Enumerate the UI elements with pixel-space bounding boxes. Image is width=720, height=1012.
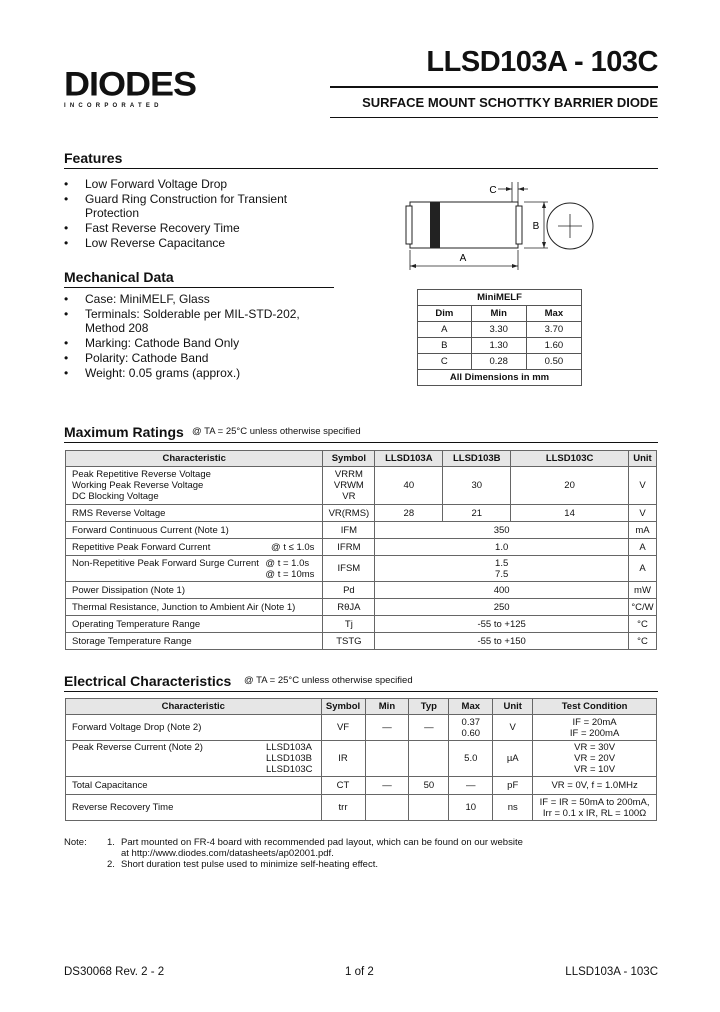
list-item: • Low Forward Voltage Drop — [64, 177, 314, 191]
dim-cell: 1.30 — [471, 338, 526, 354]
unit: A — [628, 539, 656, 556]
min-value: — — [365, 777, 409, 795]
symbol: IR — [321, 741, 365, 777]
col-header: Min — [365, 699, 409, 715]
characteristic: Non-Repetitive Peak Forward Surge Current — [72, 557, 259, 569]
symbol: VF — [321, 715, 365, 741]
note-number: 1. — [107, 837, 115, 848]
value: 21 — [443, 505, 511, 522]
list-item: • Case: MiniMELF, Glass — [64, 292, 314, 306]
table-row — [418, 354, 582, 370]
unit: µA — [493, 741, 533, 777]
test-condition: VR = 30V — [574, 742, 616, 753]
min-value: — — [365, 715, 409, 741]
list-item: • Terminals: Solderable per MIL-STD-202, Method 208 — [64, 307, 314, 335]
max-value: 5.0 — [449, 741, 493, 777]
diodes-logo — [64, 66, 214, 110]
col-header: Characteristic — [66, 451, 323, 467]
dim-label-b: B — [532, 221, 540, 232]
dim-cell: A — [418, 322, 472, 338]
unit: V — [628, 505, 656, 522]
test-condition: VR = 0V, f = 1.0MHz — [533, 777, 657, 795]
typ-value: — — [409, 715, 449, 741]
electrical-table — [65, 698, 657, 821]
note-number: 2. — [107, 859, 115, 870]
symbol: VRRM — [334, 469, 363, 480]
col-header: Max — [449, 699, 493, 715]
table-row — [66, 715, 657, 741]
symbol: VR(RMS) — [323, 505, 375, 522]
list-item: • Guard Ring Construction for Transient Protection — [64, 192, 314, 220]
unit: V — [628, 467, 656, 505]
characteristic: DC Blocking Voltage — [72, 491, 159, 502]
table-row — [66, 505, 657, 522]
table-row — [418, 338, 582, 354]
dim-col-header: Dim — [418, 306, 472, 322]
unit: ns — [493, 795, 533, 821]
typ-value: 50 — [409, 777, 449, 795]
symbol: Tj — [323, 616, 375, 633]
characteristic: Forward Voltage Drop (Note 2) — [66, 715, 322, 741]
dim-cell: 3.70 — [526, 322, 581, 338]
list-item: • Fast Reverse Recovery Time — [64, 221, 314, 235]
characteristic: Thermal Resistance, Junction to Ambient Air (Note 1) — [66, 599, 323, 616]
test-condition: @ t = 10ms — [265, 568, 315, 580]
characteristic: Operating Temperature Range — [66, 616, 323, 633]
list-item: • Weight: 0.05 grams (approx.) — [64, 366, 314, 380]
list-item: • Marking: Cathode Band Only — [64, 336, 314, 350]
page-subtitle: SURFACE MOUNT SCHOTTKY BARRIER DIODE — [362, 95, 658, 110]
dim-cell: 0.28 — [471, 354, 526, 370]
col-header: LLSD103C — [511, 451, 629, 467]
symbol: TSTG — [323, 633, 375, 650]
symbol: Pd — [323, 582, 375, 599]
test-condition: IF = 20mA — [572, 716, 617, 728]
value: 1.5 — [495, 557, 509, 569]
col-header: Unit — [628, 451, 656, 467]
electrical-rule — [64, 691, 658, 692]
footer-part-number: LLSD103A - 103C — [565, 966, 658, 978]
part-number: LLSD103C — [266, 764, 313, 775]
part-number: LLSD103A — [266, 742, 312, 753]
dim-cell: 0.50 — [526, 354, 581, 370]
dim-cell: C — [418, 354, 472, 370]
dim-cell: 1.60 — [526, 338, 581, 354]
dim-cell: 3.30 — [471, 322, 526, 338]
features-heading: Features — [64, 150, 123, 166]
cathode-band — [430, 202, 440, 248]
logo-subtext: INCORPORATED — [64, 103, 163, 109]
test-condition: Irr = 0.1 x IR, RL = 100Ω — [542, 807, 647, 819]
col-header: LLSD103B — [443, 451, 511, 467]
unit: °C — [628, 633, 656, 650]
col-header: Symbol — [323, 451, 375, 467]
symbol: CT — [321, 777, 365, 795]
unit: °C — [628, 616, 656, 633]
mechanical-list — [64, 292, 314, 381]
symbol: trr — [321, 795, 365, 821]
header-rule-bottom — [330, 117, 658, 118]
features-list — [64, 177, 314, 251]
table-row — [66, 599, 657, 616]
max-ratings-condition: @ TA = 25°C unless otherwise specified — [192, 426, 361, 437]
max-value: 0.37 — [461, 716, 481, 728]
unit: mW — [628, 582, 656, 599]
table-row — [66, 522, 657, 539]
test-condition: VR = 20V — [574, 753, 616, 764]
test-condition: IF = IR = 50mA to 200mA, — [539, 796, 650, 808]
characteristic: Peak Repetitive Reverse Voltage — [72, 469, 211, 480]
notes-label: Note: — [64, 837, 87, 848]
max-value: — — [449, 777, 493, 795]
max-ratings-table — [65, 450, 657, 650]
characteristic: Total Capacitance — [66, 777, 322, 795]
dimension-table — [417, 289, 582, 386]
part-title: LLSD103A - 103C — [426, 46, 658, 78]
characteristic: Storage Temperature Range — [66, 633, 323, 650]
value: 40 — [375, 467, 443, 505]
note-text — [121, 837, 621, 859]
note-2-text: Short duration test pulse used to minimize self-heating effect. — [121, 859, 378, 870]
dim-col-header: Max — [526, 306, 581, 322]
max-value: 0.60 — [461, 727, 481, 739]
list-item: • Polarity: Cathode Band — [64, 351, 314, 365]
test-condition: @ t = 1.0s — [265, 557, 310, 569]
value: 400 — [375, 582, 629, 599]
value: 1.0 — [375, 539, 629, 556]
characteristic: Peak Reverse Current (Note 2) — [72, 742, 203, 753]
characteristic: Forward Continuous Current (Note 1) — [66, 522, 323, 539]
characteristic: Repetitive Peak Forward Current — [72, 541, 211, 553]
electrical-condition: @ TA = 25°C unless otherwise specified — [244, 675, 413, 686]
max-ratings-heading: Maximum Ratings — [64, 424, 184, 440]
col-header: Test Condition — [533, 699, 657, 715]
note-1-line-1: Part mounted on FR-4 board with recommended pad layout, which can be found on our website — [121, 837, 523, 848]
col-header: Characteristic — [66, 699, 322, 715]
test-condition: @ t ≤ 1.0s — [271, 541, 315, 553]
symbol: RθJA — [323, 599, 375, 616]
table-row — [66, 616, 657, 633]
footer-doc-number: DS30068 Rev. 2 - 2 — [64, 966, 165, 978]
unit: V — [493, 715, 533, 741]
table-row — [66, 467, 657, 505]
characteristic: RMS Reverse Voltage — [66, 505, 323, 522]
unit: A — [628, 556, 656, 582]
dim-table-title: MiniMELF — [418, 290, 582, 306]
value: 30 — [443, 467, 511, 505]
value: 14 — [511, 505, 629, 522]
col-header: Typ — [409, 699, 449, 715]
part-number: LLSD103B — [266, 753, 312, 764]
symbol: VRWM — [333, 480, 364, 491]
mechanical-heading: Mechanical Data — [64, 269, 174, 285]
list-item: • Low Reverse Capacitance — [64, 236, 314, 250]
value: 7.5 — [495, 568, 509, 580]
dim-label-c: C — [489, 185, 497, 196]
col-header: Symbol — [321, 699, 365, 715]
footer-page-number: 1 of 2 — [345, 966, 374, 978]
note-1-line-2: at http://www.diodes.com/datasheets/ap02001.pdf. — [121, 848, 334, 859]
table-row — [66, 633, 657, 650]
col-header: Unit — [493, 699, 533, 715]
dim-col-header: Min — [471, 306, 526, 322]
max-ratings-rule — [64, 442, 658, 443]
value: 350 — [375, 522, 629, 539]
symbol: IFSM — [323, 556, 375, 582]
symbol: IFRM — [323, 539, 375, 556]
unit: °C/W — [628, 599, 656, 616]
unit: mA — [628, 522, 656, 539]
symbol: IFM — [323, 522, 375, 539]
test-condition: VR = 10V — [574, 764, 616, 775]
value: 28 — [375, 505, 443, 522]
dim-cell: B — [418, 338, 472, 354]
table-row — [418, 322, 582, 338]
dim-table-footer: All Dimensions in mm — [418, 370, 582, 386]
unit: pF — [493, 777, 533, 795]
features-rule — [64, 168, 658, 169]
table-row — [66, 556, 657, 582]
table-row — [66, 539, 657, 556]
table-row — [66, 777, 657, 795]
col-header: LLSD103A — [375, 451, 443, 467]
characteristic: Power Dissipation (Note 1) — [66, 582, 323, 599]
package-outline-diagram — [400, 178, 610, 278]
test-condition: IF = 200mA — [569, 727, 620, 739]
value: 20 — [511, 467, 629, 505]
table-row — [66, 582, 657, 599]
characteristic: Reverse Recovery Time — [66, 795, 322, 821]
value: 250 — [375, 599, 629, 616]
symbol: VR — [342, 491, 356, 502]
value: -55 to +150 — [375, 633, 629, 650]
header-rule-top — [330, 86, 658, 88]
dim-label-a: A — [459, 253, 467, 264]
max-value: 10 — [449, 795, 493, 821]
electrical-heading: Electrical Characteristics — [64, 673, 232, 689]
characteristic: Working Peak Reverse Voltage — [72, 480, 204, 491]
table-row — [66, 795, 657, 821]
mechanical-rule — [64, 287, 334, 288]
table-row — [66, 741, 657, 777]
value: -55 to +125 — [375, 616, 629, 633]
logo-wordmark: DIODES — [64, 64, 197, 103]
